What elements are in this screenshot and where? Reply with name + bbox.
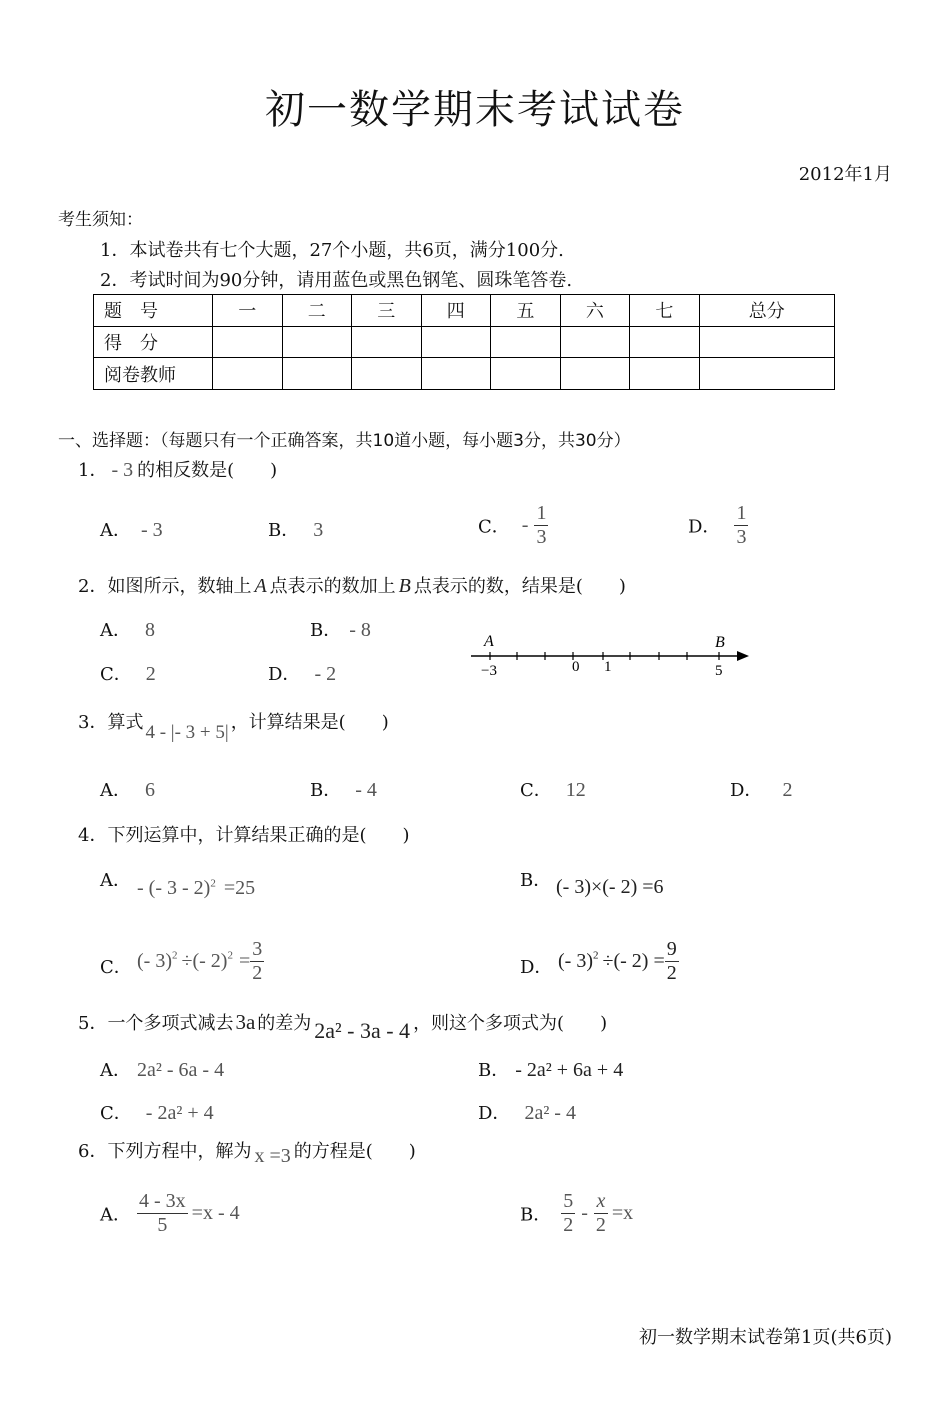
q6-b-fraction-1 <box>561 1190 575 1237</box>
q3-c-label: C． <box>520 780 552 801</box>
q1-option-c[interactable] <box>478 502 548 549</box>
score-cell[interactable] <box>352 326 422 358</box>
q1-c-numerator: 1 <box>536 502 547 524</box>
q4-c-exp2: 2 <box>227 949 233 962</box>
q3-b-value: - 4 <box>355 779 377 801</box>
q1-d-fraction <box>734 502 748 549</box>
q6-a-numerator: 4 - 3x <box>139 1190 186 1212</box>
q1-d-denominator: 3 <box>736 526 747 548</box>
number-line-tick-0: 0 <box>572 659 580 675</box>
q4-option-a-label[interactable]: A． <box>100 870 131 891</box>
q2-option-a[interactable] <box>100 616 155 642</box>
q6-b-label: B． <box>520 1204 552 1226</box>
teacher-cell[interactable] <box>491 358 561 390</box>
score-cell[interactable] <box>282 326 352 358</box>
q4-option-b-label[interactable]: B． <box>520 870 552 891</box>
q6-b-rhs: =x <box>611 1202 634 1224</box>
q4-c-exp1: 2 <box>171 949 178 962</box>
q3-number: 3． <box>78 712 108 733</box>
notice-heading: 考生须知： <box>58 210 143 230</box>
score-table-col-1: 一 <box>213 295 283 327</box>
q2-stem-b: 点表示的数加上 <box>269 576 396 597</box>
q2-b-label: B． <box>310 620 342 641</box>
number-line-arrow <box>737 651 749 661</box>
score-table-col-3: 三 <box>352 295 422 327</box>
score-cell[interactable] <box>699 326 834 358</box>
q1-c-fraction <box>534 502 548 549</box>
q5-d-label: D． <box>478 1103 511 1124</box>
score-table-col-2: 二 <box>282 295 352 327</box>
section-1-heading: 一、选择题：（每题只有一个正确答案，共10道小题，每小题3分，共30分） <box>58 431 631 451</box>
q2-d-label: D． <box>268 664 301 685</box>
q6-b-denominator-1: 2 <box>563 1214 574 1236</box>
score-cell[interactable] <box>560 326 630 358</box>
q2-a-label: A． <box>100 620 131 641</box>
question-4 <box>78 821 410 847</box>
number-line-tick-5: 5 <box>715 663 723 679</box>
q4-d-fraction <box>665 938 679 985</box>
number-line-label-a: A <box>484 633 494 650</box>
notice-line-2: 2．考试时间为90分钟，请用蓝色或黑色钢笔、圆珠笔答卷. <box>100 270 573 291</box>
q4-option-d-label[interactable]: D． <box>520 957 553 978</box>
q2-option-b[interactable] <box>310 616 371 642</box>
q4-number: 4． <box>78 825 108 846</box>
q4-c-fraction <box>250 938 264 985</box>
q5-option-c[interactable] <box>100 1099 214 1125</box>
q4-c-op: ÷(- 2) <box>181 950 228 972</box>
q6-stem-a: 下列方程中，解为 <box>107 1141 252 1162</box>
q4-option-b: (- 3)×(- 2) =6 <box>556 876 664 898</box>
q5-option-d[interactable] <box>478 1099 576 1125</box>
q1-c-label: C． <box>478 516 510 538</box>
q4-d-op: ÷(- 2) = <box>602 950 665 972</box>
score-table-col-total: 总分 <box>699 295 834 327</box>
q5-stem-b: 的差为 <box>257 1013 312 1034</box>
teacher-cell[interactable] <box>213 358 283 390</box>
teacher-cell[interactable] <box>282 358 352 390</box>
q3-a-value: 6 <box>145 779 155 801</box>
number-line-tick-1: 1 <box>604 659 612 675</box>
q3-d-value: 2 <box>782 779 793 801</box>
q3-d-label: D． <box>730 780 763 801</box>
q3-c-value: 12 <box>565 779 586 801</box>
question-3 <box>78 708 389 743</box>
q4-option-c <box>137 938 264 985</box>
q6-a-label: A． <box>100 1204 131 1226</box>
q6-a-fraction <box>137 1190 188 1237</box>
q4-option-c-label[interactable]: C． <box>100 957 132 978</box>
teacher-cell[interactable] <box>421 358 491 390</box>
q5-b-expr: - 2a² + 6a + 4 <box>515 1059 624 1081</box>
q3-a-label: A． <box>100 780 131 801</box>
q1-option-b[interactable] <box>268 516 323 542</box>
q3-option-c[interactable] <box>520 776 586 802</box>
number-line-tick-neg3: −3 <box>481 663 497 679</box>
q6-number: 6． <box>78 1141 108 1162</box>
q5-a-expr: 2a² - 6a - 4 <box>137 1059 225 1081</box>
question-2 <box>78 572 626 598</box>
q2-a-value: 8 <box>145 619 155 641</box>
q1-d-numerator: 1 <box>736 502 747 524</box>
q1-c-denominator: 3 <box>536 526 547 548</box>
question-5 <box>78 1009 608 1043</box>
q1-expr: - 3 <box>111 459 134 481</box>
q3-stem-a: 算式 <box>107 712 144 733</box>
q2-stem-a: 如图所示，数轴上 <box>107 576 252 597</box>
score-table-header-label: 题 号 <box>94 295 213 327</box>
page-title: 初一数学期末考试试卷 <box>265 87 685 133</box>
q6-b-numerator-2: x <box>594 1190 608 1214</box>
q2-point-b: B <box>398 575 411 597</box>
q5-option-b[interactable] <box>478 1056 623 1082</box>
q1-stem: 的相反数是( ) <box>137 460 278 481</box>
q5-option-a[interactable] <box>100 1056 224 1082</box>
q1-option-a[interactable] <box>100 516 163 542</box>
q4-option-a <box>137 877 255 900</box>
q2-c-value: 2 <box>145 663 156 685</box>
q6-option-a[interactable] <box>100 1190 240 1237</box>
q6-b-fraction-2 <box>594 1190 608 1237</box>
q5-a-label: A． <box>100 1060 131 1081</box>
score-table-header-row <box>94 295 835 327</box>
q4-d-part1: (- 3) <box>558 950 593 972</box>
score-table-teacher-row <box>94 358 835 390</box>
q2-d-value: - 2 <box>314 663 337 685</box>
q4-d-exp1: 2 <box>592 949 599 962</box>
q1-b-value: 3 <box>313 519 324 541</box>
q2-b-value: - 8 <box>349 619 371 641</box>
q6-solution: x =3 <box>254 1145 291 1167</box>
q2-point-a: A <box>254 575 267 597</box>
q6-b-minus: - <box>581 1202 588 1224</box>
q5-stem-a: 一个多项式减去 <box>107 1013 234 1034</box>
q1-d-label: D． <box>688 516 721 538</box>
q4-a-expr: - (- 3 - 2) <box>137 877 211 899</box>
q4-a-rhs: =25 <box>223 877 256 899</box>
score-table <box>93 294 835 390</box>
notice-line-1: 1．本试卷共有七个大题，27个小题，共6页，满分100分. <box>100 240 564 261</box>
q4-c-numerator: 3 <box>252 938 263 960</box>
score-table-score-row <box>94 326 835 358</box>
q3-option-b[interactable] <box>310 776 377 802</box>
q3-option-d[interactable] <box>730 776 792 802</box>
q5-d-expr: 2a² - 4 <box>524 1102 576 1124</box>
q5-difference: 2a² - 3a - 4 <box>314 1018 411 1043</box>
q1-a-value: - 3 <box>141 519 163 541</box>
q4-d-denominator: 2 <box>666 962 677 984</box>
q6-a-rhs: =x - 4 <box>191 1202 240 1224</box>
teacher-cell[interactable] <box>630 358 700 390</box>
q2-option-c[interactable] <box>100 660 156 686</box>
page-footer: 初一数学期末试卷第1页(共6页) <box>639 1327 892 1348</box>
q6-b-denominator-2: 2 <box>595 1214 606 1236</box>
q5-number: 5． <box>78 1013 108 1034</box>
q1-option-d[interactable] <box>688 502 748 549</box>
score-cell[interactable] <box>213 326 283 358</box>
score-table-col-5: 五 <box>491 295 561 327</box>
q4-c-denominator: 2 <box>252 962 263 984</box>
q4-c-part1: (- 3) <box>137 950 172 972</box>
score-table-col-4: 四 <box>421 295 491 327</box>
q5-stem-c: ，则这个多项式为( ) <box>413 1013 608 1034</box>
q4-a-exponent: 2 <box>210 877 216 890</box>
q3-option-a[interactable] <box>100 776 155 802</box>
q2-c-label: C． <box>100 664 132 685</box>
q4-d-numerator: 9 <box>666 938 677 960</box>
score-cell[interactable] <box>491 326 561 358</box>
teacher-cell[interactable] <box>699 358 834 390</box>
q6-option-b[interactable] <box>520 1190 633 1237</box>
score-table-col-7: 七 <box>630 295 700 327</box>
q4-stem: 下列运算中，计算结果正确的是( ) <box>107 825 410 846</box>
q5-c-expr: - 2a² + 4 <box>145 1102 214 1124</box>
q5-c-label: C． <box>100 1103 132 1124</box>
q3-b-label: B． <box>310 780 342 801</box>
q1-a-label: A． <box>100 520 131 541</box>
teacher-cell[interactable] <box>560 358 630 390</box>
q4-c-eq: = <box>238 950 251 972</box>
teacher-row-label: 阅卷教师 <box>94 358 213 390</box>
q3-stem-b: ，计算结果是( ) <box>230 712 389 733</box>
exam-date: 2012年1月 <box>798 164 892 185</box>
number-line <box>465 628 755 680</box>
q2-option-d[interactable] <box>268 660 336 686</box>
q1-c-sign: - <box>521 514 529 536</box>
number-line-label-b: B <box>715 634 725 651</box>
q3-expression: 4 - |- 3 + 5| <box>145 722 229 743</box>
q5-b-label: B． <box>478 1060 510 1081</box>
score-table-col-6: 六 <box>560 295 630 327</box>
q5-term: 3a <box>235 1010 256 1034</box>
q6-a-denominator: 5 <box>157 1214 168 1236</box>
q6-stem-b: 的方程是( ) <box>293 1141 416 1162</box>
q1-number: 1． <box>78 460 108 481</box>
q1-b-label: B． <box>268 520 300 541</box>
q4-option-d <box>558 938 679 985</box>
q2-number: 2． <box>78 576 108 597</box>
q6-b-numerator-1: 5 <box>563 1190 574 1212</box>
question-1 <box>78 456 277 482</box>
q2-stem-c: 点表示的数，结果是( ) <box>413 576 626 597</box>
teacher-cell[interactable] <box>352 358 422 390</box>
score-cell[interactable] <box>421 326 491 358</box>
score-row-label: 得 分 <box>94 326 213 358</box>
question-6 <box>78 1137 416 1167</box>
score-cell[interactable] <box>630 326 700 358</box>
